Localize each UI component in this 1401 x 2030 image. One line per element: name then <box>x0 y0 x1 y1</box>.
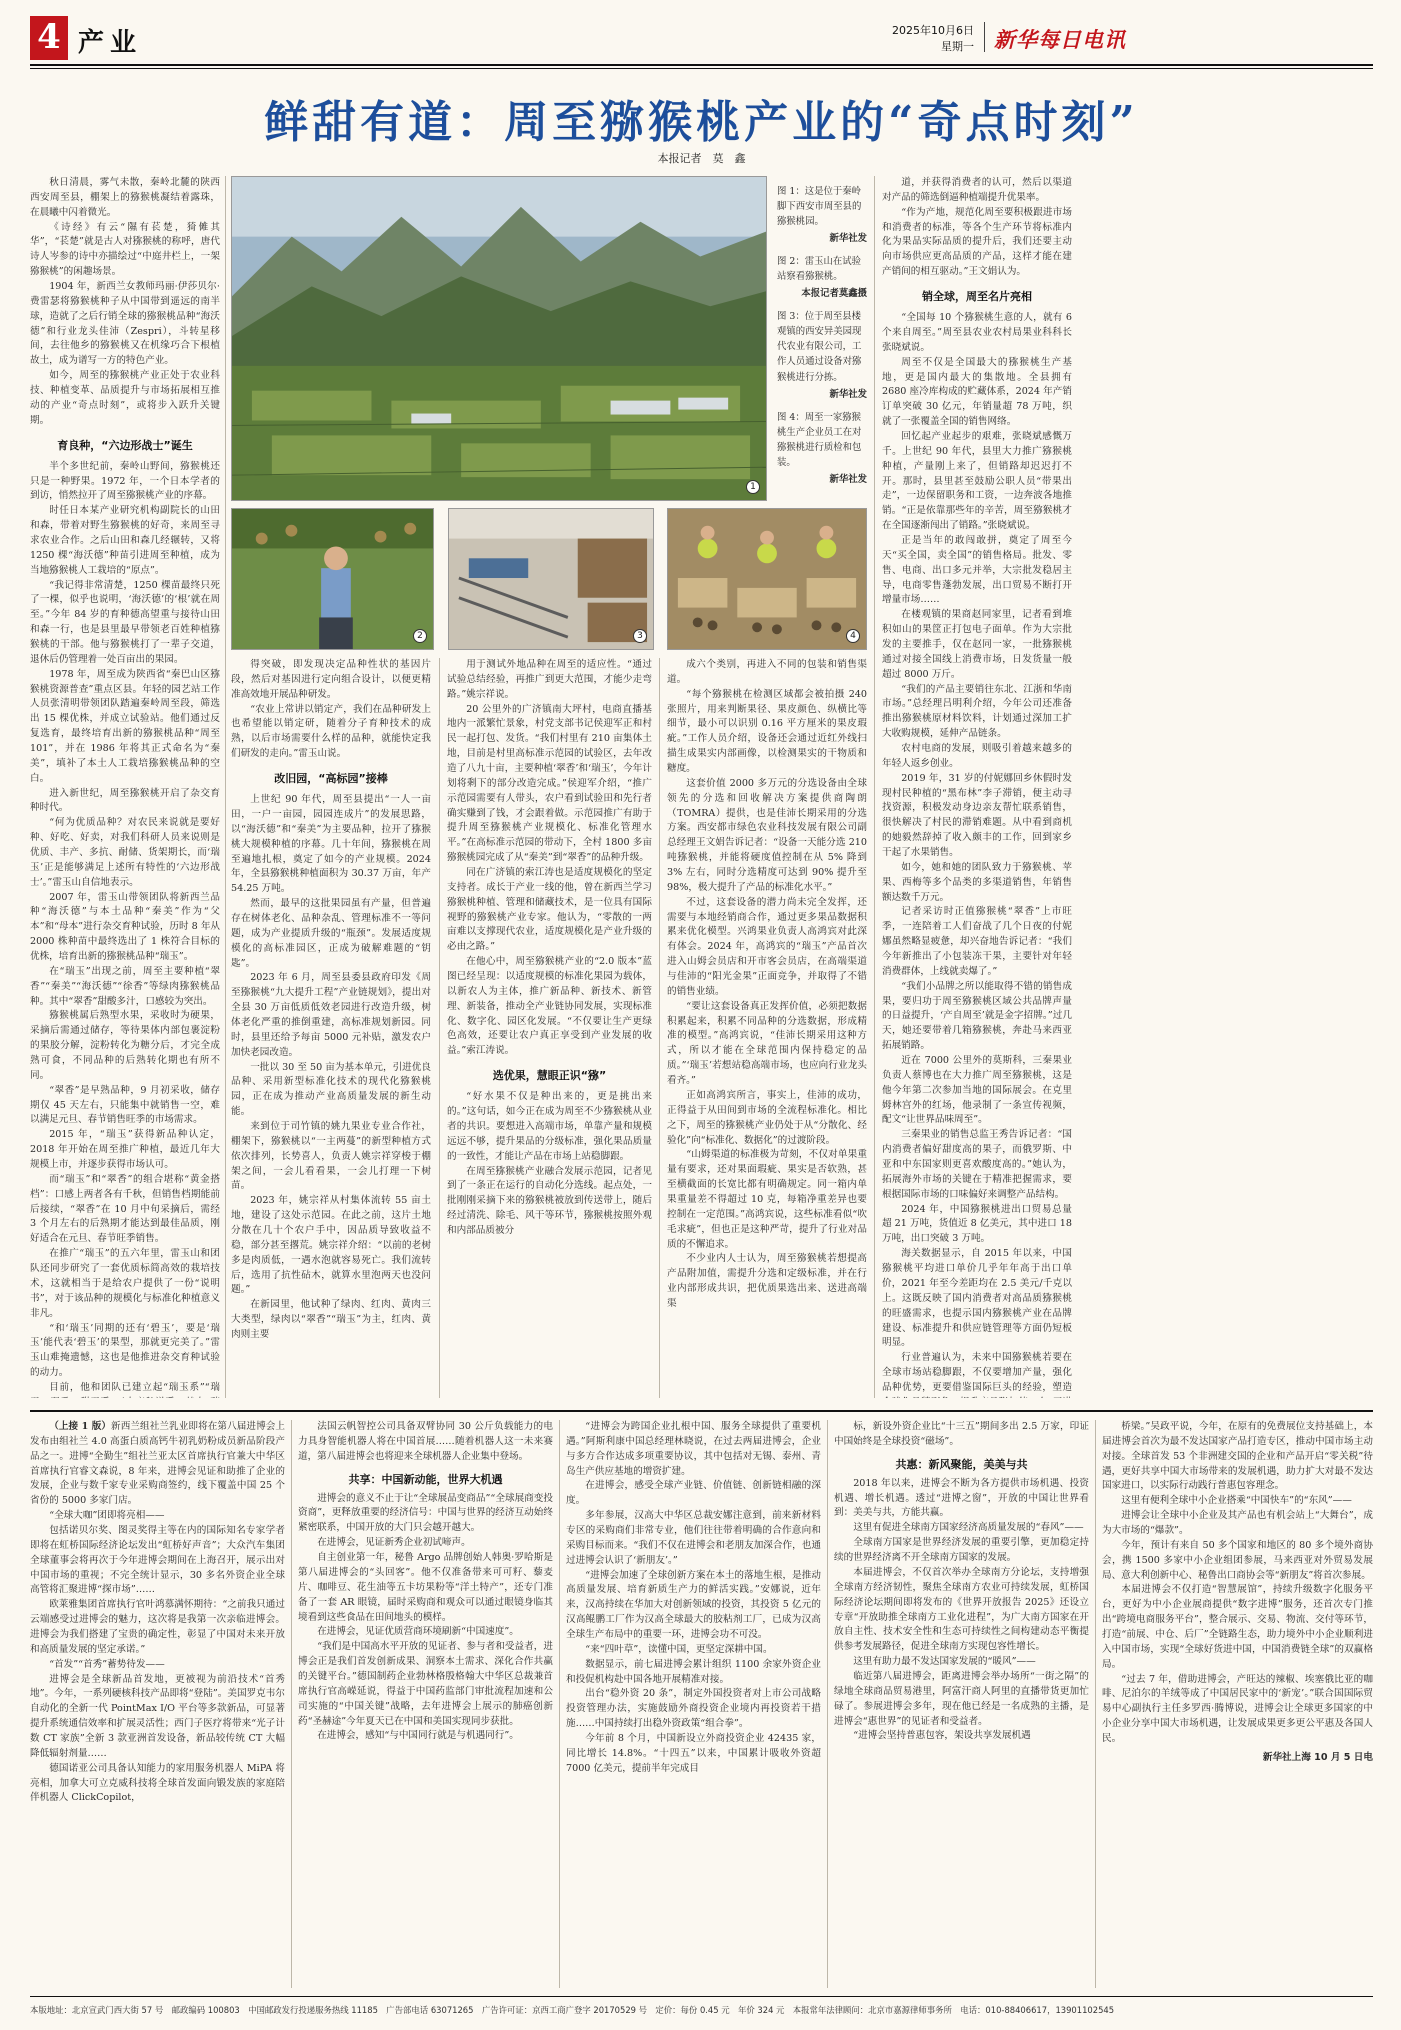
column-divider <box>827 1420 828 1988</box>
column-divider <box>874 176 875 1398</box>
header-rule <box>30 64 1373 66</box>
column-divider <box>1095 1420 1096 1988</box>
column-divider <box>225 176 226 1398</box>
bottom-column-5: 桥梁。”吴政平说，今年，在原有的免费展位支持基础上，本届进博会首次为最不发达国家产品打造专区，推动中国市场主动对接。全球首发 53 个非洲建交国的企业和产品开启“零关税”待遇，更好共享中国大市场带来的发展机遇，助力扩大对最不发达国家进口，以实际行动践行普惠包容理念。 这里有便利全球中小企业搭乘“中国快车”的“东风”—— 进博会让全球中小企业及其产品也有机会站上“大舞台”，成为大市场的“爆款”。 今年，预计有来自 50 多个国家和地区的 80 多个境外商协会，携 1500 多家中小企业组团参展，马来西亚对外贸易发展局、意大利创新中心、秘鲁出口商协会等“新朋友”将首次参展。 本届进博会不仅打造“智慧展馆”，持续升级数字化服务平台，更好为中小企业展商提供“数字进博”服务，还首次专门推出“跨境电商服务平台”，整合展示、交易、物流、交付等环节，打造“前展、中仓、后厂”全链路生态，助力境外中小企业顺利进入中国市场，实现“全球好货进中国，中国消费链全球”的双赢格局。 “过去 7 年，借助进博会，产旺达的辣椒、埃塞俄比亚的咖啡、尼泊尔的羊绒等成了中国居民家中的‘新宠’。”联合国国际贸易中心副执行主任多罗西·腾博说，进博会让全球更多国家的中小企业分享中国大市场机遇，让发展成果更多更公平惠及各国人民。 新华社上海 10 月 5 日电 <box>1102 1420 1373 1988</box>
column-divider <box>559 1420 560 1988</box>
caption-3-credit: 新华社发 <box>829 388 867 400</box>
caption-1-credit: 新华社发 <box>829 233 867 245</box>
brand-logo: 新华每日电讯 <box>994 27 1126 52</box>
bottom-column-1: （上接 1 版）新西兰组社兰乳业即将在第八届进博会上发布由组社兰 4.0 高蛋白质高钙牛初乳奶粉成员新品阶段产品之一。进博“全勤生”组社兰亚太区首席执行官兼大中华区首席执行官睿文森说，8 年来，进博会见证和助推了企业的发展，企业与数千家专业采购商签约，线下覆盖中国 25 个省份的 5000 多家门店。 “全球大咖”团即将亮相—— 包括诺贝尔奖、图灵奖得主等在内的国际知名专家学者即将在虹桥国际经济论坛发出“虹桥好声音”；大众汽车集团全球董事会将再次于今年进博会期间在上海召开，展示出对中国市场的重视；不完全统计显示，30 多名外资企业全球高管将汇聚进博“探市场”…… 欧莱雅集团首席执行官叶鸿慕满怀期待：“之前我只通过云端感受过进博会的魅力，这次将是我第一次亲临进博会。进博会为我们搭建了宝贵的确定性，彰显了中国对未来开放和高质量发展的坚定承诺。” “首发”“首秀”蓄势待发—— 进博会是全球新品首发地，更被视为前沿技术“首秀地”。今年，一系列硬核科技产品即将“登陆”。美国罗克韦尔自动化的全新一代 PointMax I/O 平台等多款新品，可显著提升系统通信效率和扩展灵活性；西门子医疗将带来“光子计数 CT 家族”全新 3 款亚洲首发设备，新品较传统 CT 大幅降低辐射剂量…… 德国诺亚公司具备认知能力的家用服务机器人 MiPA 将亮相，加拿大可立克威科技将全球首发面向锻发族的家庭陪伴机器人 ClickCopilot， <box>30 1421 285 1804</box>
photo-kiwi-orchard <box>231 176 767 501</box>
caption-3: 图 3：位于周至县楼观镇的西安异美园现代农业有限公司，工作人员通过设备对猕猴桃进行分拣。 <box>777 311 862 383</box>
photo-number-2: 2 <box>413 629 427 643</box>
subheading-2: 改旧园，“高标园”接棒 <box>274 772 388 786</box>
subheading-1: 育良种，“六边形战士”诞生 <box>57 438 193 452</box>
column-divider <box>291 1420 292 1988</box>
photo-number-1: 1 <box>746 480 760 494</box>
headline: 鲜甜有道：周至猕猴桃产业的“奇点时刻” <box>264 97 1139 148</box>
subheading-3: 选优果，慧眼正识“猕” <box>492 1069 607 1083</box>
sorting-line-illustration <box>449 509 653 649</box>
photo-captions <box>777 184 867 495</box>
researcher-illustration <box>232 509 433 649</box>
packing-illustration <box>668 509 866 649</box>
photo-researcher <box>231 508 434 650</box>
photo-number-3: 3 <box>633 629 647 643</box>
header-date: 2025年10月6日 <box>892 24 974 37</box>
article-separator <box>30 1410 1373 1412</box>
col1-body: 半个多世纪前，秦岭山野间，猕猴桃还只是一种野果。1972 年，一个日本学者的到访，悄然拉开了周至猕猴桃产业的序幕。 时任日本某产业研究机构副院长的山田和森，带着对野生猕猴桃的好奇，来周至寻求农业合作。之后山田和森几经辗转，又将 1250 棵“海沃德”种苗引进周至种植，成为当地猕猴桃人工栽培的“原点”。 “我记得非常清楚，1250 棵苗最终只死了一棵，似乎也说明，‘海沃德’的‘根’就在周至。”今年 84 岁的育种德高望重与接待山田和森一行，也是县里最早带领老百姓种植猕猴桃的干部。他与猕猴桃打了一辈子交道，退休后仍管理着一处百亩出的果园。 1978 年，周至成为陕西省“秦巴山区猕猴桃资源普查”重点区县。年轻的园艺站工作人员张清明带领团队踏遍秦岭周至段，筛选出 15 棵优株，并成立试验站。他们通过反复选育，最终培育出新的猕猴桃品种“周至 101”，并在 1986 年将其正式命名为“秦美”，填补了本土人工栽培猕猴桃品种的空白。 进入新世纪，周至猕猴桃开启了杂交育种时代。 “何为优质品种？对农民来说就是要好种、好吃、好卖，对我们科研人员来说则是优质、丰产、多抗、耐储、货架期长，而‘瑞玉’正是能够满足上述所有特性的‘六边形战士’。”雷玉山自信地表示。 2007 年，雷玉山带领团队将新西兰品种“海沃德”与本土品种“秦美”作为“父本”和“母本”进行杂交育种试验，历时 8 年从 2000 株种苗中最终选出了 1 株符合目标的优株，培育出新的猕猴桃品种“瑞玉”。 在“瑞玉”出现之前，周至主要种植“翠香”“秦美”“海沃德”“徐香”等绿肉猕猴桃品种。其中“翠香”甜酸多汁，口感较为突出。 猕猴桃属后熟型水果，采收时为硬果，采摘后需通过储存，等待果体内部包裹淀粉的果胶分解，淀粉转化为糖分后，才完全成熟可食，不同品种的后熟转化期也有所不同。 “翠香”是早熟品种，9 月初采收，储存期仅 45 天左右，只能集中就销售一空，难以满足元旦、春节销售旺季的市场需求。 2015 年，“瑞玉”获得新品种认定，2018 年开始在周至推广种植，最近几年大规模上市，并逐步获得市场认可。 而“瑞玉”和“翠香”的组合堪称“黄金搭档”：口感上两者各有千秋，但销售档期能前后接续，“翠香”在 10 月中旬采摘后，需经 3 个月左右的后熟期才能达到最佳品质，刚好适合在元旦、春节旺季销售。 在推广“瑞玉”的五六年里，雷玉山和团队还同步研究了一套优质标简高效的栽培技术，这就相当于是给农户提供了一份“说明书”，对于该品种的规模化与标准化种植意义非凡。 “和‘瑞玉’同期的还有‘碧玉’，要是‘瑞玉’能代表‘碧玉’的果型，那就更完美了。”雷玉山难掩遗憾，这也是他推进杂交育种试验的动力。 目前，他和团队已建立起“瑞玉系”“瑞 <box>30 460 220 1393</box>
header-rule-thin <box>30 68 1373 69</box>
caption-2-credit: 本报记者莫鑫摄 <box>801 288 867 300</box>
dateline-credit: 新华社上海 10 月 5 日电 <box>1262 1751 1373 1763</box>
subheading-4: 销全球，周至名片亮相 <box>922 290 1032 304</box>
header-weekday: 星期一 <box>941 40 974 53</box>
caption-2: 图 2：雷玉山在试验站察看猕猴桃。 <box>777 256 861 283</box>
header-separator <box>984 22 985 52</box>
caption-4: 图 4：周至一家猕猴桃生产企业员工在对猕猴桃进行质检和包装。 <box>777 411 862 468</box>
bottom-column-2: 法国云帆智控公司具备双臂协同 30 公斤负载能力的电力具身智能机器人将在中国首展……随着机器人这一未来赛道，第八届进博会也将迎来全球机器人企业集中登场。 共享：中国新动能，世界大机遇 进博会的意义不止于让“全球展品变商品”“全球展商变投资商”，更释放重要的经济信号：中国与世界的经济互动始终紧密联系，中国开放的大门只会越开越大。 在进博会，见证新秀企业初试啼声。 自主创业第一年，秘鲁 Argo 品牌创始人韩奥·罗哈斯是第八届进博会的“头回客”。他不仅准备带来可可籽、藜麦片、咖啡豆、花生油等五卡坊果粉等“洋土特产”，还专门准备了一套 AR 眼镜，届时采购商和观众可以通过眼镜身临其境看到这些食品在田间地头的模样。 在进博会，见证优质营商环境刷新“中国速度”。 “我们是中国高水平开放的见证者、参与者和受益者，进博会正是我们首发创新成果、洞察本土需求、深化合作共赢的关键平台。”德国制药企业勃林格殷格翰大中华区总裁兼首席执行官高嵘延说，得益于中国药监部门审批流程加速和公司实施的“中国关键”战略，去年进博会上展示的肺癌创新药“圣赫途”今年夏天已在中国和美国实现同步获批。 在进博会，感知“与中国同行就是与机遇同行”。 <box>298 1421 553 1742</box>
byline: 本报记者 莫 鑫 <box>657 152 746 165</box>
photo-number-4: 4 <box>846 629 860 643</box>
section-title: 产业 <box>78 28 143 58</box>
main-column-5: 道，并获得消费者的认可，然后以渠道对产品的筛选倒逼种植端提升优果率。 “作为产地，规范化周至要积极跟进市场和消费者的标准，等各个生产环节将标准内化为果品实际品质的提升后，我们还要主动向市场供应更高品质的产品，这样才能在建产销间的相互驱动。”王文娟认为。 销全球，周至名片亮相 “全国每 10 个猕猴桃生意的人，就有 6 个来自周至。”周至县农业农村局果业科科长张晓斌说。 周至不仅是全国最大的猕猴桃生产基地，更是国内最大的集散地。全县拥有 2680 座冷库构成的贮藏体系，2024 年产销订单突破 30 亿元，年销量超 78 万吨，织就了一张覆盖全国的销售网络。 回忆起产业起步的艰难，张晓斌感慨万千。上世纪 90 年代，县里大力推广猕猴桃种植，产量刚上来了，但销路却迟迟打不开。那时，县里甚至鼓励公职人员“带果出走”，一边保留职务和工资，一边奔波各地推销。“正是依靠那些年的辛苦，周至猕猴桃才在全国逐渐闯出了销路。”张晓斌说。 正是当年的敢闯敢拼，奠定了周至今天“买全国，卖全国”的销售格局。批发、零售、电商、出口多元并举，大宗批发稳居主导，电商零售蓬勃发展，出口贸易不断打开增量市场…… 在楼观镇的果商赵同家里，记者看到堆积如山的果筐正打包电子面单。作为大宗批发的主要推手，仅在赵同一家，一批猕猴桃通过对接全国线上消费市场，日发货量一般超过 8000 万斤。 “我们的产品主要销往东北、江浙和华南市场。”总经理吕明利介绍，今年公司还准备推出猕猴桃原材料饮料，计划通过深加工扩大收购规模，延伸产品链条。 农村电商的发展，则吸引着越来越多的年轻人返乡创业。 2019 年，31 岁的付妮娜回乡休假时发现村民种植的“黑布林”李子滞销，便主动寻找资源，积极发动身边亲友帮忙联系销售，很快解决了村民的滞销难题。从中看到商机的她毅然辞掉了收入颇丰的工作，回到家乡干起了水果销售。 如今，她和她的团队致力于猕猴桃、苹果、西梅等多个品类的多渠道销售，年销售额达数千万元。 记者采访时正值猕猴桃“翠香”上市旺季，一连陪着工人们奋战了几个日夜的付妮娜虽然略显疲惫，却兴奋地告诉记者：“我们今年新推出了小包装冻干果，主要针对年轻消费群体，上线就卖爆了。” “我们小品牌之所以能取得不错的销售成果，要归功于周至猕猴桃区域公共品牌声量的日益提升，‘产自周至’就是金字招牌。”过几天，她还要带着几箱猕猴桃，奔赴马来西亚拓展销路。 近在 7000 公里外的莫斯科，三秦果业负责人蔡博也在大力推广周至猕猴桃，这是他今年第二次参加当地的国际展会。在克里姆林宫外的红场，他录制了一条宣传视频，配文“让世界品味周至”。 三秦果业的销售总监王秀告诉记者：“国内消费者偏好甜度高的果子，而俄罗斯、中亚和中东国家则更喜欢酸度高的。”她认为，拓展海外市场的关键在于精准把握需求，要根据国际市场的口味偏好来调整产品结构。 2024 年，中国猕猴桃进出口贸易总量超 21 万吨，货值近 8 亿美元，其中进口 18 万吨，出口突破 3 万吨。 海关数据显示，自 2015 年以来，中国猕猴桃平均进口单价几乎年年高于出口单价，2021 年至今差距均在 2.5 美元/千克以上。这既反映了国内消费者对高品质猕猴桃的旺盛需求，也提示国内猕猴桃产业在品牌建设、标准提升和供应链管理等方面仍短板明显。 行业普遍认为，未来中国猕猴桃若要在全球市场站稳脚跟，不仅要增加产量，强化品种优势，更要借鉴国际巨头的经验，塑造 <box>882 177 1072 1393</box>
bottom-subheading-1: 共享：中国新动能，世界大机遇 <box>348 1472 503 1486</box>
main-column-4: 成六个类别，再进入不同的包装和销售渠道。 “每个猕猴桃在检测区域都会被拍摄 240 张照片，用来判断果径、果皮颜色、纵横比等细节，最小可以识别 0.16 平方厘米的果皮瑕疵。”工作人员介绍，设备还会通过近红外线扫描生成果实内部画像，以检测果实的干物质和糖度。 这套价值 2000 多万元的分选设备由全球领先的分选和回收解决方案提供商陶朗（TOMRA）提供，也是佳沛长期采用的分选方案。西安都市绿色农业科技发展有限公司副总经理王文娟告诉记者：“设备一天能分选 210 吨猕猴桃，并能将硬度值控制在从 5% 降到 3% 左右，同时分选精度可达到 90% 提升至 98%，极大提升了产品的标准化水平。” 不过，这套设备的潜力尚未完全发挥，还需要与本地经销商合作，通过更多果品数据积累来优化模型。兴鸿果业负责人高鸿宾对此深有体会。2024 年，高鸿宾的“瑞玉”产品首次进入山姆会员店和开市客会员店，在高端渠道与佳沛的“阳光金果”正面竞争，并取得了不错的销售业绩。 “要让这套设备真正发挥价值，必须把数据积累起来，积累不同品种的分选数据，形成精准的模型。”高鸿宾说，“佳沛长期采用这种方式，所以才能在全球范围内保持稳定的品质。”‘瑞玉’若想站稳高端市场，也应向行业龙头看齐。” 正如高鸿宾所言，事实上，佳沛的成功，正得益于从田间到市场的全流程标准化。相比之下，周至的猕猴桃产业仍处于从“分散化、经验化”向“标准化、数据化”的过渡阶段。 “山姆渠道的标准极为苛刻，不仅对单果重量有要求，还对果面瑕疵、果实是否软熟，甚至横截面的长宽比都有明确规定。同一箱内单果重量差不得超过 10 克，每箱净重差异也要控制在一定范围。”高鸿宾说，这些标准看似“吹毛求疵”，但也正是这种严苛，提升了行业对品质的不懈追求。 不少业内人士认为，周至猕猴桃若想提高产品附加值，需提升分选和定级标准，并在行业内部形成共识，把优质果选出来、送进高端渠 <box>667 659 867 1309</box>
page-number: 4 <box>37 17 61 57</box>
continued-tag: （上接 1 版） <box>49 1421 112 1432</box>
main-column-2: 得突破，即发现决定品种性状的基因片段，然后对基因进行定向组合设计，以便更精准高效地开展品种研发。 “农业上常讲以销定产，我们在品种研发上也希望能以销定研，随着分子育种技术的成熟，以后市场需要什么样的品种，就能快定我们研发的走向。”雷玉山说。 改旧园，“高标园”接棒 上世纪 90 年代，周至县提出“一人一亩田，一户一亩园，园园连成片”的发展思路，以“海沃德”和“秦美”为主要品种，拉开了猕猴桃大规模种植的序幕。几十年间，猕猴桃在周至遍地扎根，奠定了如今的产业规模。2024 年，全县猕猴桃种植面积为 30.37 万亩，年产 54.25 万吨。 然而，最早的这批果园虽有产量，但普遍存在树体老化、品种杂乱、管理标准不一等问题，成为产业提质升级的“瓶颈”。发展适度规模化的高标准园区，正成为破解难题的“钥匙”。 2023 年 6 月，周至县委县政府印发《周至猕猴桃“九大提升工程”产业链规划》，提出对全县 30 万亩低质低效老园进行改造升级，树体老化严重的推倒重建，高标准规划新园。同时，县里还给予每亩 5000 元补贴，激发农户加快老园改造。 一批以 30 至 50 亩为基本单元，引进优良品种、采用新型标准化技术的现代化猕猴桃园，正在成为推动产业高质量发展的新生动能。 来到位于司竹镇的姚九果业专业合作社，棚架下，猕猴桃以“一主两蔓”的新型种植方式依次排列，长势喜人，负责人姚宗祥穿梭于棚架之间，一会儿看看果，一会儿打理一下树苗。 2023 年，姚宗祥从村集体流转 55 亩土地，建设了这处示范园。在此之前，这片土地分散在几十个农户手中，因品质导致收益不稳，部分甚至撂荒。姚宗祥介绍：“以前的老树多是肉质低，一遇水泡就容易死亡。我们流转后，选用了抗性砧木，就算水里泡两天也没问题。” 在新园里，他试种了绿肉、红肉、黄肉三大类型，绿肉以“翠香”“瑞玉”为主，红肉、黄肉则主要 <box>231 659 431 1340</box>
caption-4-credit: 新华社发 <box>829 473 867 485</box>
photo-packing <box>667 508 867 650</box>
footer-info: 本版地址：北京宣武门西大街 57 号 邮政编码 100803 中国邮政发行投递服务热线 11185 广告部电话 63071265 广告许可证：京西工商广登字 20170529 号 定价：每份 0.45 元 年价 324 元 本报常年法律顾问：北京市嘉源律师事务所 电话：010-88406617，13901102545 <box>30 2005 1115 2015</box>
bottom-column-3: “进博会为跨国企业扎根中国、服务全球提供了重要机遇。”阿斯利康中国总经理林晓说，在过去两届进博会，企业与多方合作达成多项重要协议，其中包括对无锡、泰州、青岛生产供应基地的增资扩建。 在进博会，感受全球产业链、价值链、创新链相融的深度。 多年参展，汉高大中华区总裁安娜注意到，前来新材料专区的采购商们非常专业，他们往往带着明确的合作意向和采购目标而来。“我们不仅在进博会和老朋友加深合作，也通过进博会认识了‘新朋友’。” “进博会加速了全球创新方案在本土的落地生根，是推动高质量发展、培育新质生产力的鲜活实践。”安娜说，近年来，汉高持续在华加大对创新领域的投资，其投资 5 亿元的汉高鲲鹏工厂作为汉高全球最大的胶粘剂工厂，已成为汉高全球生产布局中的重要一环，进博会功不可没。 “来“四叶草”，读懂中国，更坚定深耕中国。 数据显示，前七届进博会累计组织 1100 余家外资企业和投促机构赴中国各地开展精准对接。 出台“稳外资 20 条”，制定外国投资者对上市公司战略投资管理办法，实施鼓励外商投资企业境内再投资若干措施……中国持续打出稳外资政策“组合拳”。 今年前 8 个月，中国新设立外商投资企业 42435 家，同比增长 14.8%。“十四五”以来，中国累计吸收外资超 7000 亿美元，提前半年完成目 <box>566 1421 821 1774</box>
main-column-3: 用于测试外地品种在周至的适应性。“通过试验总结经验，再推广到更大范围，才能少走弯路。”姚宗祥说。 20 公里外的广济镇南大坪村，电商直播基地内一派繁忙景象，村党支部书记侯迎军正和村民一起打包、发货。“我们村里有 210 亩集体土地，目前是村里高标准示范园的试验区，去年改造了八九十亩，主要种植‘翠香’和‘瑞玉’，今年计划将剩下的部分改造完成。”侯迎军介绍，“推广示范园需要有人带头，农户看到试验田和先行者确实赚到了钱，才会跟着做。示范园推广有助于提升周至猕猴桃产业规模化、标准化管理水平。”在高标准示范园的带动下，全村 1800 多亩猕猴桃园完成了从“秦美”到“翠香”的品种升级。 同在广济镇的索江涛也是适度规模化的坚定支持者。成长于产业一线的他，曾在新西兰学习猕猴桃种植、管理和储藏技术，是一位具有国际视野的猕猴桃产业专家。他认为，“零散的一两亩难以支撑现代农业，适度规模化是产业升级的必由之路。” 在他心中，周至猕猴桃产业的“2.0 版本”蓝图已经呈现：以适度规模的标准化果园为载体，以新农人为主体，推广新品种、新技术、新管理、新装备，推动全产业链协同发展，实现标准化、数字化、园区化发展。“不仅要让生产更绿色高效，还要让农户真正享受到产业发展的收益。”索江涛说。 选优果，慧眼正识“猕” “好水果不仅是种出来的，更是挑出来的。”这句话，如今正在成为周至不少猕猴桃从业者的共识。要想进入高端市场，单靠产量和规模远远不够，提升果品的分级标准，强化果品质量的一致性，才能让产品在市场上站稳脚跟。 在周至猕猴桃产业融合发展示范园，记者见到了一条正在运行的自动化分选线。起点处，一批刚刚采摘下来的猕猴桃被放到传送带上，随后经过清洗、除毛、风干等环节，猕猴桃按照外观和内部品质被分 <box>447 659 652 1236</box>
col1-intro: 秋日清晨，雾气未散，秦岭北麓的陕西西安周至县，棚架上的猕猴桃凝结着露珠，在晨曦中闪着微光。 《诗经》有云“隰有苌楚，猗傩其华”，“苌楚”就是古人对猕猴桃的称呼，唐代诗人岑参的诗中亦描绘过“中庭井栏上，一架猕猴桃”的闲趣场景。 1904 年，新西兰女教师玛丽·伊莎贝尔·费雷瑟将猕猴桃种子从中国带到遥远的南半球，造就了之后行销全球的猕猴桃品种“海沃德”和行业龙头佳沛（Zespri），斗转星移间，去往他乡的猕猴桃又在机缘巧合下根植故土，成为谱写一方的特色产业。 如今，周至的猕猴桃产业正处于农业科技、种植变革、品质提升与市场拓展相互推动的产业“奇点时刻”，或将步入跃升关键期。 <box>30 177 220 426</box>
caption-1: 图 1：这是位于秦岭脚下西安市周至县的猕猴桃园。 <box>777 186 862 228</box>
bottom-column-4: 标，新设外资企业比“十三五”期间多出 2.5 万家，印证中国始终是全球投资“磁场”。 共惠：新风聚能，美美与共 2018 年以来，进博会不断为各方提供市场机遇、投资机遇、增长机遇。透过“进博之窗”，开放的中国让世界看到：美美与共，方能共赢。 这里有促进全球南方国家经济高质量发展的“春风”—— 全球南方国家是世界经济发展的重要引擎，更加稳定持续的世界经济离不开全球南方国家的发展。 本届进博会，不仅首次举办全球南方分论坛，支持增强全球南方经济韧性，聚焦全球南方农业可持续发展，虹桥国际经济论坛期间即将发布的《世界开放报告 2025》还设立专章“开放助推全球南方工业化进程”，为广大南方国家在开放自主性、技术安全性和生态可持续性之间构建动态平衡提供参考发展路径，促进全球南方实现包容性增长。 这里有助力最不发达国家发展的“暖风”—— 临近第八届进博会，距离进博会举办场所“一街之隔”的绿地全球商品贸易港里，阿富汗商人阿里的直播带货更加忙碌了。参展进博会多年，现在他已经是一名成熟的主播，是进博会“惠世界”的见证者和受益者。 “进博会坚持普惠包容，架设共享发展机遇 <box>834 1421 1089 1742</box>
column-divider <box>659 658 660 1398</box>
photo-sorting-line <box>448 508 654 650</box>
column-divider <box>439 658 440 1398</box>
main-column-1 <box>30 176 220 1398</box>
bottom-subheading-2: 共惠：新风聚能，美美与共 <box>895 1457 1028 1471</box>
orchard-landscape-illustration <box>232 177 766 500</box>
footer-rule <box>30 1996 1373 1997</box>
